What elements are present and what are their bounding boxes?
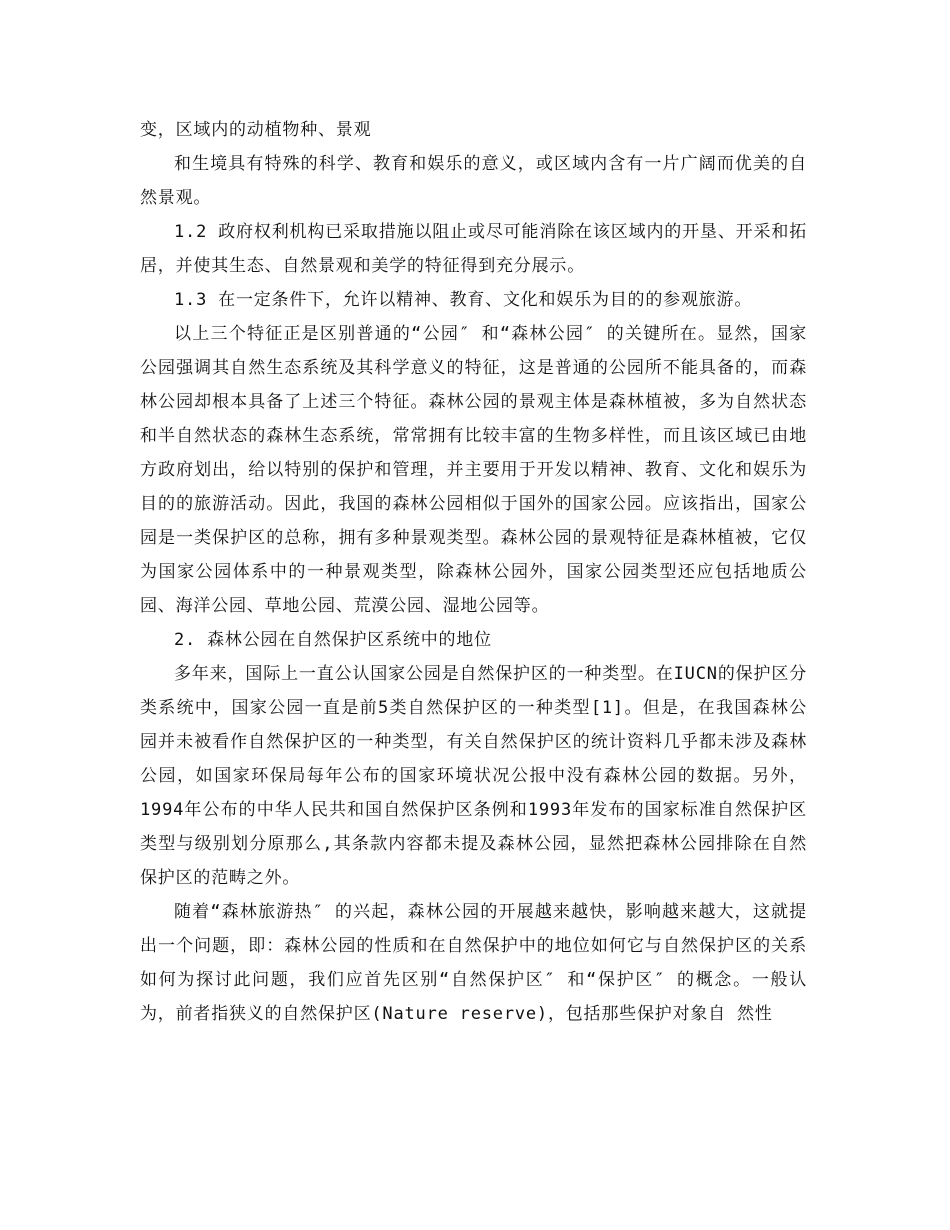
paragraph-criterion-1-3: 1.3 在一定条件下，允许以精神、教育、文化和娱乐为目的的参观旅游。 (174, 290, 753, 310)
paragraph-continuation-line: 变，区域内的动植物种、景观 (140, 120, 372, 140)
paragraph-habitat-significance: 和生境具有特殊的科学、教育和娱乐的意义，或区域内含有一片广阔而优美的自然景观。 (140, 154, 807, 208)
document-body (140, 113, 807, 1031)
paragraph-forest-park-features: 以上三个特征正是区别普通的“公园″ 和“森林公园″ 的关键所在。显然，国家公园强调其自然生态系统及其科学意义的特征，这是普通的公园所不能具备的，而森林公园却根本具备了上述三个特征。森林公园的景观主体是森林植被，多为自然状态和半自然状态的森林生态系统，常常拥有比较丰富的生物多样性，而且该区域已由地方政府划出，给以特别的保护和管理，并主要用于开发以精神、教育、文化和娱乐为目的的旅游活动。因此，我国的森林公园相似于国外的国家公园。应该指出，国家公园是一类保护区的总称，拥有多种景观类型。森林公园的景观特征是森林植被，它仅为国家公园体系中的一种景观类型，除森林公园外，国家公园类型还应包括地质公园、海洋公园、草地公园、荒漠公园、湿地公园等。 (140, 324, 807, 616)
paragraph-protected-area-status: 多年来，国际上一直公认国家公园是自然保护区的一种类型。在IUCN的保护区分类系统中，国家公园一直是前5类自然保护区的一种类型[1]。但是，在我国森林公园并未被看作自然保护区的一种类型，有关自然保护区的统计资料几乎都未涉及森林公园，如国家环保局每年公布的国家环境状况公报中没有森林公园的数据。另外，1994年公布的中华人民共和国自然保护区条例和1993年发布的国家标准自然保护区类型与级别划分原那么,其条款内容都未提及森林公园，显然把森林公园排除在自然保护区的范畴之外。 (140, 664, 807, 888)
paragraph-forest-tourism: 随着“森林旅游热″ 的兴起，森林公园的开展越来越快，影响越来越大，这就提出一个问题，即：森林公园的性质和在自然保护中的地位如何它与自然保护区的关系如何为探讨此问题，我们应首先区别“自然保护区″ 和“保护区″ 的概念。一般认为，前者指狭义的自然保护区(Nature reserve)，包括那些保护对象自 然性 (140, 902, 807, 1024)
section-heading-2: 2. 森林公园在自然保护区系统中的地位 (174, 630, 492, 650)
paragraph-criterion-1-2: 1.2 政府权利机构已采取措施以阻止或尽可能消除在该区域内的开垦、开采和拓居，并使其生态、自然景观和美学的特征得到充分展示。 (140, 222, 807, 276)
